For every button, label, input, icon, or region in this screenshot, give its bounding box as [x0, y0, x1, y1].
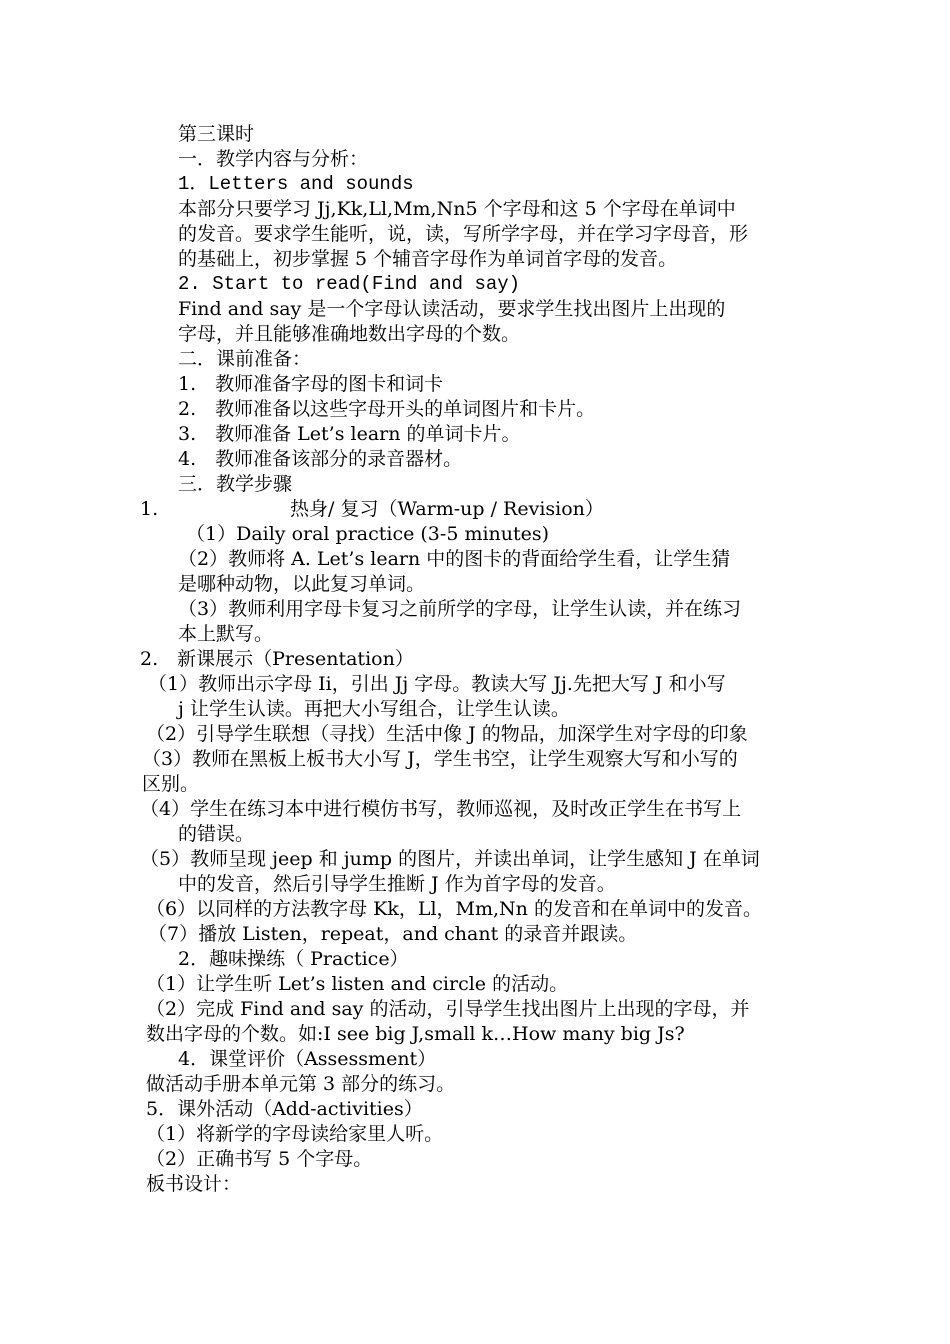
- list-item: （1）Daily oral practice (3-5 minutes): [186, 523, 550, 545]
- step-heading: 5．课外活动（Add-activities）: [146, 1098, 423, 1120]
- list-item: （3）教师在黑板上板书大小写 J，学生书空，让学生观察大写和小写的: [142, 748, 738, 770]
- subsection-heading: 2. Start to read(Find and say): [178, 273, 521, 295]
- paragraph-line: 本部分只要学习 Jj,Kk,Ll,Mm,Nn5 个字母和这 5 个字母在单词中: [178, 198, 736, 220]
- list-item: （5）教师呈现 jeep 和 jump 的图片，并读出单词，让学生感知 J 在单词: [140, 848, 760, 870]
- list-item: 4. 教师准备该部分的录音器材。: [178, 448, 463, 470]
- list-item: （2）引导学生联想（寻找）生活中像 J 的物品，加深学生对字母的印象: [146, 723, 748, 745]
- list-item: 2. 教师准备以这些字母开头的单词图片和卡片。: [178, 398, 596, 420]
- board-design-heading: 板书设计：: [146, 1173, 242, 1195]
- list-item: （7）播放 Listen，repeat，and chant 的录音并跟读。: [148, 923, 638, 945]
- list-item-continuation: 是哪种动物，以此复习单词。: [178, 573, 426, 595]
- list-item: （6）以同样的方法教字母 Kk，Ll，Mm,Nn 的发音和在单词中的发音。: [146, 898, 762, 920]
- list-item-continuation: 本上默写。: [178, 623, 274, 645]
- section-heading: 一．教学内容与分析：: [178, 148, 369, 170]
- paragraph-line: 字母，并且能够准确地数出字母的个数。: [178, 323, 521, 345]
- list-item-continuation: 数出字母的个数。如:I see big J,small k…How many big Js?: [146, 1023, 685, 1045]
- list-item-continuation: 中的发音，然后引导学生推断 J 作为首字母的发音。: [178, 873, 616, 895]
- list-item: （2）完成 Find and say 的活动，引导学生找出图片上出现的字母，并: [146, 998, 750, 1020]
- list-item: （1）将新学的字母读给家里人听。: [146, 1123, 444, 1145]
- paragraph-line: Find and say 是一个字母认读活动，要求学生找出图片上出现的: [178, 298, 726, 320]
- step-heading: 2. 新课展示（Presentation）: [140, 648, 414, 670]
- list-item: （1）让学生听 Let’s listen and circle 的活动。: [146, 973, 569, 995]
- subsection-heading: 1．Letters and sounds: [178, 173, 414, 195]
- step-heading: 热身/ 复习（Warm-up / Revision）: [290, 498, 604, 520]
- paragraph-line: 的发音。要求学生能听，说，读，写所学字母，并在学习字母音，形: [178, 223, 749, 245]
- lesson-title: 第三课时: [178, 123, 255, 145]
- paragraph-line: 做活动手册本单元第 3 部分的练习。: [146, 1073, 456, 1095]
- paragraph-line: 的基础上，初步掌握 5 个辅音字母作为单词首字母的发音。: [178, 248, 678, 270]
- step-number: 1.: [140, 498, 159, 520]
- list-item: （2）教师将 A. Let’s learn 中的图卡的背面给学生看，让学生猜: [178, 548, 731, 570]
- list-item: 3. 教师准备 Let’s learn 的单词卡片。: [178, 423, 521, 445]
- step-heading: 4．课堂评价（Assessment）: [178, 1048, 437, 1070]
- list-item-continuation: j 让学生认读。再把大小写组合，让学生认读。: [178, 698, 570, 720]
- list-item-continuation: 区别。: [142, 773, 200, 795]
- list-item: （1）教师出示字母 Ii，引出 Jj 字母。教读大写 Jj.先把大写 J 和小写: [148, 673, 726, 695]
- list-item: 1. 教师准备字母的图卡和词卡: [178, 373, 444, 395]
- list-item: （4）学生在练习本中进行模仿书写，教师巡视，及时改正学生在书写上: [140, 798, 742, 820]
- list-item: （2）正确书写 5 个字母。: [146, 1148, 373, 1170]
- list-item: （3）教师利用字母卡复习之前所学的字母，让学生认读，并在练习: [178, 598, 742, 620]
- step-heading: 2．趣味操练（ Practice）: [178, 948, 409, 970]
- list-item-continuation: 的错误。: [178, 823, 255, 845]
- section-heading: 三．教学步骤: [178, 473, 293, 495]
- section-heading: 二．课前准备：: [178, 348, 312, 370]
